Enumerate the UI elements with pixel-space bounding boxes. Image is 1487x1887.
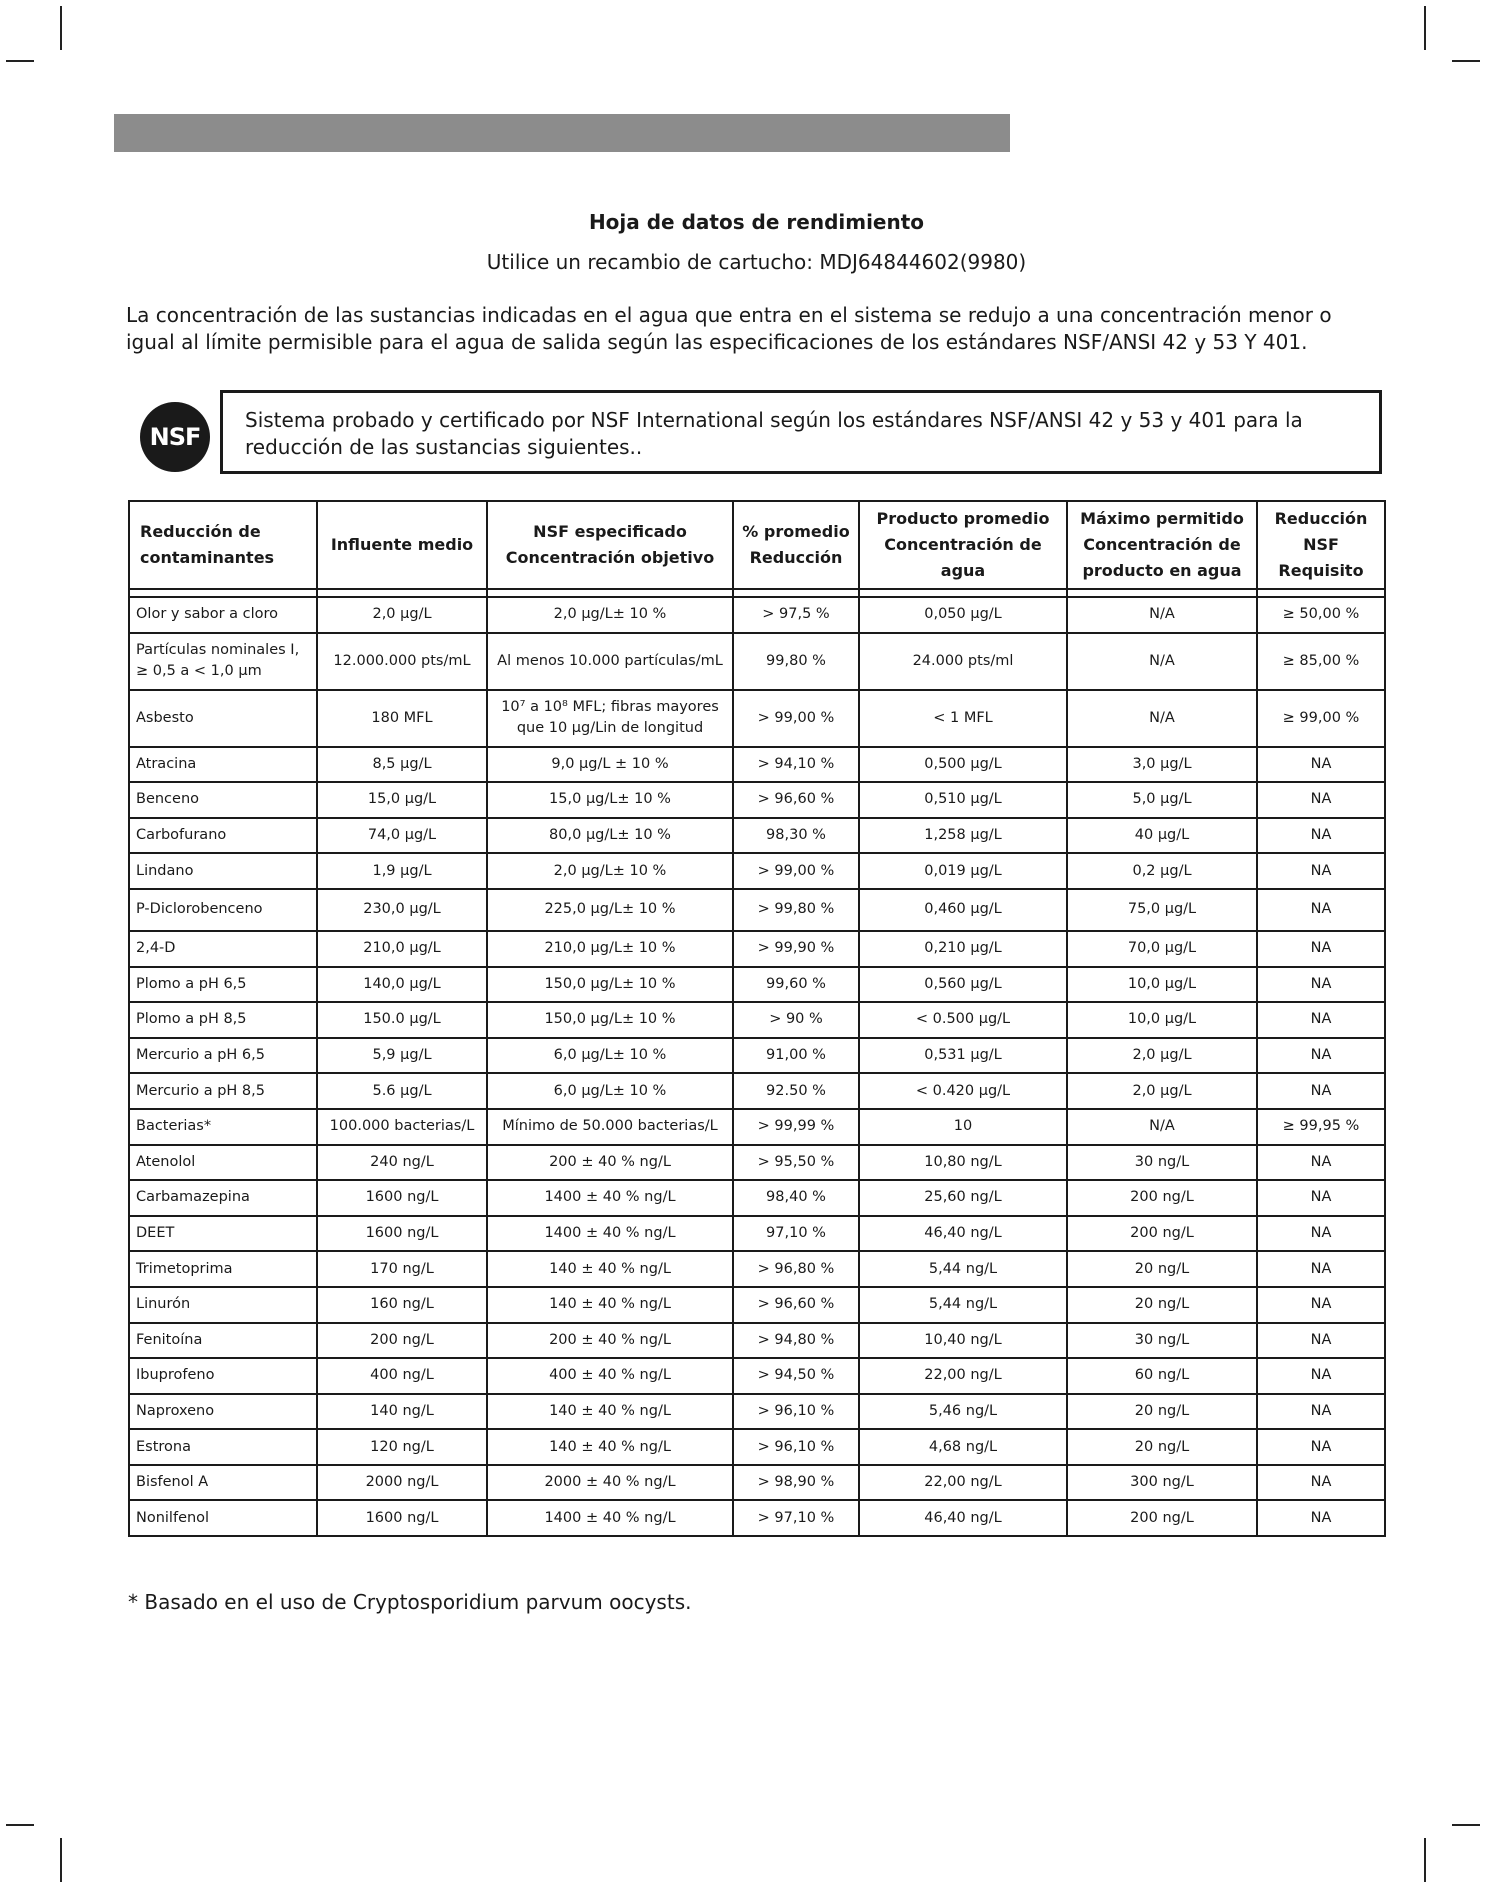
contaminant-cell: Ibuprofeno xyxy=(129,1358,317,1394)
influent-cell: 1600 ng/L xyxy=(317,1216,487,1252)
contaminant-cell: Estrona xyxy=(129,1429,317,1465)
reduction-cell: > 95,50 % xyxy=(733,1145,859,1181)
max-allowed-cell: 0,2 µg/L xyxy=(1067,853,1257,889)
target-concentration-cell: 150,0 µg/L± 10 % xyxy=(487,967,733,1003)
target-concentration-cell: Al menos 10.000 partículas/mL xyxy=(487,633,733,690)
reduction-cell: > 98,90 % xyxy=(733,1465,859,1501)
table-row xyxy=(129,1145,1385,1181)
product-concentration-cell: 24.000 pts/ml xyxy=(859,633,1067,690)
target-concentration-cell: 10⁷ a 10⁸ MFL; fibras mayores que 10 µg/Lin de longitud xyxy=(487,690,733,747)
influent-cell: 240 ng/L xyxy=(317,1145,487,1181)
reduction-cell: > 99,00 % xyxy=(733,853,859,889)
max-allowed-cell: 20 ng/L xyxy=(1067,1429,1257,1465)
contaminant-cell: Lindano xyxy=(129,853,317,889)
target-concentration-cell: 225,0 µg/L± 10 % xyxy=(487,889,733,931)
reduction-cell: 92.50 % xyxy=(733,1073,859,1109)
requirement-cell: NA xyxy=(1257,1358,1385,1394)
influent-cell: 12.000.000 pts/mL xyxy=(317,633,487,690)
product-concentration-cell: 46,40 ng/L xyxy=(859,1216,1067,1252)
column-header: Máximo permitido Concentración de producto en agua xyxy=(1067,501,1257,589)
product-concentration-cell: 10 xyxy=(859,1109,1067,1145)
column-header: NSF especificado Concentración objetivo xyxy=(487,501,733,589)
influent-cell: 5.6 µg/L xyxy=(317,1073,487,1109)
target-concentration-cell: 15,0 µg/L± 10 % xyxy=(487,782,733,818)
column-header: % promedio Reducción xyxy=(733,501,859,589)
contaminant-cell: Partículas nominales I, ≥ 0,5 a < 1,0 µm xyxy=(129,633,317,690)
page-subtitle: Utilice un recambio de cartucho: MDJ64844602(9980) xyxy=(486,250,1027,274)
product-concentration-cell: 10,40 ng/L xyxy=(859,1323,1067,1359)
target-concentration-cell: 140 ± 40 % ng/L xyxy=(487,1287,733,1323)
max-allowed-cell: 75,0 µg/L xyxy=(1067,889,1257,931)
max-allowed-cell: 10,0 µg/L xyxy=(1067,967,1257,1003)
contaminant-cell: Atenolol xyxy=(129,1145,317,1181)
table-row xyxy=(129,1287,1385,1323)
product-concentration-cell: 0,531 µg/L xyxy=(859,1038,1067,1074)
contaminant-cell: Linurón xyxy=(129,1287,317,1323)
target-concentration-cell: 6,0 µg/L± 10 % xyxy=(487,1038,733,1074)
column-header: Influente medio xyxy=(317,501,487,589)
reduction-cell: > 99,80 % xyxy=(733,889,859,931)
product-concentration-cell: < 1 MFL xyxy=(859,690,1067,747)
influent-cell: 8,5 µg/L xyxy=(317,747,487,783)
influent-cell: 230,0 µg/L xyxy=(317,889,487,931)
column-header: Producto promedio Concentración de agua xyxy=(859,501,1067,589)
requirement-cell: NA xyxy=(1257,1002,1385,1038)
table-row xyxy=(129,853,1385,889)
contaminant-cell: Bisfenol A xyxy=(129,1465,317,1501)
reduction-cell: 99,60 % xyxy=(733,967,859,1003)
target-concentration-cell: 80,0 µg/L± 10 % xyxy=(487,818,733,854)
contaminant-cell: Bacterias* xyxy=(129,1109,317,1145)
target-concentration-cell: 140 ± 40 % ng/L xyxy=(487,1394,733,1430)
table-row xyxy=(129,690,1385,747)
table-row xyxy=(129,1251,1385,1287)
product-concentration-cell: < 0.500 µg/L xyxy=(859,1002,1067,1038)
contaminant-cell: Atracina xyxy=(129,747,317,783)
contaminant-cell: Naproxeno xyxy=(129,1394,317,1430)
target-concentration-cell: 1400 ± 40 % ng/L xyxy=(487,1180,733,1216)
requirement-cell: NA xyxy=(1257,1145,1385,1181)
target-concentration-cell: 2,0 µg/L± 10 % xyxy=(487,597,733,633)
influent-cell: 15,0 µg/L xyxy=(317,782,487,818)
reduction-cell: > 96,60 % xyxy=(733,782,859,818)
requirement-cell: NA xyxy=(1257,818,1385,854)
reduction-cell: > 96,60 % xyxy=(733,1287,859,1323)
contaminant-cell: Plomo a pH 8,5 xyxy=(129,1002,317,1038)
target-concentration-cell: 140 ± 40 % ng/L xyxy=(487,1251,733,1287)
product-concentration-cell: 5,44 ng/L xyxy=(859,1287,1067,1323)
max-allowed-cell: 200 ng/L xyxy=(1067,1180,1257,1216)
product-concentration-cell: 4,68 ng/L xyxy=(859,1429,1067,1465)
contaminant-cell: Nonilfenol xyxy=(129,1500,317,1536)
product-concentration-cell: 22,00 ng/L xyxy=(859,1358,1067,1394)
requirement-cell: ≥ 99,95 % xyxy=(1257,1109,1385,1145)
requirement-cell: NA xyxy=(1257,853,1385,889)
target-concentration-cell: Mínimo de 50.000 bacterias/L xyxy=(487,1109,733,1145)
requirement-cell: NA xyxy=(1257,967,1385,1003)
reduction-cell: > 99,00 % xyxy=(733,690,859,747)
target-concentration-cell: 150,0 µg/L± 10 % xyxy=(487,1002,733,1038)
crop-mark xyxy=(6,1824,34,1826)
requirement-cell: NA xyxy=(1257,1500,1385,1536)
target-concentration-cell: 1400 ± 40 % ng/L xyxy=(487,1500,733,1536)
product-concentration-cell: 0,050 µg/L xyxy=(859,597,1067,633)
max-allowed-cell: N/A xyxy=(1067,690,1257,747)
product-concentration-cell: 0,560 µg/L xyxy=(859,967,1067,1003)
influent-cell: 140,0 µg/L xyxy=(317,967,487,1003)
reduction-cell: 98,30 % xyxy=(733,818,859,854)
product-concentration-cell: 0,460 µg/L xyxy=(859,889,1067,931)
column-header: Reducción de contaminantes xyxy=(129,501,317,589)
requirement-cell: NA xyxy=(1257,1287,1385,1323)
influent-cell: 2,0 µg/L xyxy=(317,597,487,633)
requirement-cell: NA xyxy=(1257,931,1385,967)
influent-cell: 5,9 µg/L xyxy=(317,1038,487,1074)
influent-cell: 1600 ng/L xyxy=(317,1180,487,1216)
influent-cell: 180 MFL xyxy=(317,690,487,747)
max-allowed-cell: 60 ng/L xyxy=(1067,1358,1257,1394)
table-separator xyxy=(129,589,1385,597)
influent-cell: 74,0 µg/L xyxy=(317,818,487,854)
requirement-cell: NA xyxy=(1257,1394,1385,1430)
max-allowed-cell: 30 ng/L xyxy=(1067,1145,1257,1181)
column-header: Reducción NSF Requisito xyxy=(1257,501,1385,589)
requirement-cell: NA xyxy=(1257,1073,1385,1109)
table-row xyxy=(129,597,1385,633)
requirement-cell: NA xyxy=(1257,1323,1385,1359)
reduction-cell: > 97,10 % xyxy=(733,1500,859,1536)
requirement-cell: NA xyxy=(1257,1216,1385,1252)
contaminant-cell: 2,4-D xyxy=(129,931,317,967)
contaminant-cell: Asbesto xyxy=(129,690,317,747)
requirement-cell: NA xyxy=(1257,889,1385,931)
crop-mark xyxy=(60,6,62,50)
product-concentration-cell: 0,500 µg/L xyxy=(859,747,1067,783)
requirement-cell: ≥ 99,00 % xyxy=(1257,690,1385,747)
requirement-cell: NA xyxy=(1257,1429,1385,1465)
target-concentration-cell: 200 ± 40 % ng/L xyxy=(487,1323,733,1359)
product-concentration-cell: 25,60 ng/L xyxy=(859,1180,1067,1216)
influent-cell: 210,0 µg/L xyxy=(317,931,487,967)
requirement-cell: NA xyxy=(1257,1465,1385,1501)
reduction-cell: > 94,10 % xyxy=(733,747,859,783)
contaminant-cell: Plomo a pH 6,5 xyxy=(129,967,317,1003)
max-allowed-cell: 20 ng/L xyxy=(1067,1251,1257,1287)
influent-cell: 200 ng/L xyxy=(317,1323,487,1359)
requirement-cell: NA xyxy=(1257,1180,1385,1216)
target-concentration-cell: 2,0 µg/L± 10 % xyxy=(487,853,733,889)
contaminant-cell: Olor y sabor a cloro xyxy=(129,597,317,633)
contaminant-cell: Mercurio a pH 6,5 xyxy=(129,1038,317,1074)
table-body xyxy=(129,589,1385,1536)
product-concentration-cell: 0,510 µg/L xyxy=(859,782,1067,818)
product-concentration-cell: 0,210 µg/L xyxy=(859,931,1067,967)
table-row xyxy=(129,1394,1385,1430)
requirement-cell: ≥ 85,00 % xyxy=(1257,633,1385,690)
target-concentration-cell: 2000 ± 40 % ng/L xyxy=(487,1465,733,1501)
requirement-cell: NA xyxy=(1257,782,1385,818)
nsf-logo-icon: NSF xyxy=(140,402,210,472)
table-row xyxy=(129,747,1385,783)
influent-cell: 400 ng/L xyxy=(317,1358,487,1394)
reduction-cell: 91,00 % xyxy=(733,1038,859,1074)
table-row xyxy=(129,1358,1385,1394)
crop-mark xyxy=(1424,1838,1426,1882)
reduction-cell: > 99,99 % xyxy=(733,1109,859,1145)
crop-mark xyxy=(1452,1824,1480,1826)
product-concentration-cell: 5,46 ng/L xyxy=(859,1394,1067,1430)
contaminant-cell: Fenitoína xyxy=(129,1323,317,1359)
max-allowed-cell: 200 ng/L xyxy=(1067,1500,1257,1536)
table-row xyxy=(129,633,1385,690)
table-row xyxy=(129,1429,1385,1465)
max-allowed-cell: 40 µg/L xyxy=(1067,818,1257,854)
reduction-cell: > 99,90 % xyxy=(733,931,859,967)
table-row xyxy=(129,818,1385,854)
target-concentration-cell: 210,0 µg/L± 10 % xyxy=(487,931,733,967)
max-allowed-cell: 2,0 µg/L xyxy=(1067,1073,1257,1109)
table-row xyxy=(129,1002,1385,1038)
target-concentration-cell: 9,0 µg/L ± 10 % xyxy=(487,747,733,783)
requirement-cell: NA xyxy=(1257,747,1385,783)
crop-mark xyxy=(1452,60,1480,62)
influent-cell: 2000 ng/L xyxy=(317,1465,487,1501)
max-allowed-cell: N/A xyxy=(1067,1109,1257,1145)
crop-mark xyxy=(1424,6,1426,50)
page-title: Hoja de datos de rendimiento xyxy=(588,210,925,234)
target-concentration-cell: 200 ± 40 % ng/L xyxy=(487,1145,733,1181)
table-row xyxy=(129,967,1385,1003)
contaminant-cell: Mercurio a pH 8,5 xyxy=(129,1073,317,1109)
max-allowed-cell: 10,0 µg/L xyxy=(1067,1002,1257,1038)
requirement-cell: ≥ 50,00 % xyxy=(1257,597,1385,633)
table-row xyxy=(129,1038,1385,1074)
table-row xyxy=(129,1216,1385,1252)
max-allowed-cell: 200 ng/L xyxy=(1067,1216,1257,1252)
requirement-cell: NA xyxy=(1257,1251,1385,1287)
table-row xyxy=(129,931,1385,967)
influent-cell: 1,9 µg/L xyxy=(317,853,487,889)
reduction-cell: > 96,10 % xyxy=(733,1394,859,1430)
influent-cell: 120 ng/L xyxy=(317,1429,487,1465)
product-concentration-cell: 46,40 ng/L xyxy=(859,1500,1067,1536)
product-concentration-cell: 1,258 µg/L xyxy=(859,818,1067,854)
max-allowed-cell: 5,0 µg/L xyxy=(1067,782,1257,818)
table-row xyxy=(129,782,1385,818)
target-concentration-cell: 6,0 µg/L± 10 % xyxy=(487,1073,733,1109)
table-row xyxy=(129,1465,1385,1501)
nsf-certification-box: Sistema probado y certificado por NSF International según los estándares NSF/ANSI 42 y 53 y 401 para la reducción de las sustancias siguientes.. xyxy=(220,390,1382,474)
table-row xyxy=(129,1323,1385,1359)
reduction-cell: > 97,5 % xyxy=(733,597,859,633)
reduction-cell: > 96,10 % xyxy=(733,1429,859,1465)
max-allowed-cell: N/A xyxy=(1067,597,1257,633)
product-concentration-cell: 10,80 ng/L xyxy=(859,1145,1067,1181)
reduction-cell: > 94,80 % xyxy=(733,1323,859,1359)
influent-cell: 170 ng/L xyxy=(317,1251,487,1287)
reduction-cell: 97,10 % xyxy=(733,1216,859,1252)
intro-paragraph: La concentración de las sustancias indicadas en el agua que entra en el sistema se redujo a una concentración menor o igual al límite permisible para el agua de salida según las especificaciones de los estándares NSF/ANSI 42 y 53 Y 401. xyxy=(126,303,1332,354)
reduction-cell: > 90 % xyxy=(733,1002,859,1038)
max-allowed-cell: N/A xyxy=(1067,633,1257,690)
contaminant-cell: Carbamazepina xyxy=(129,1180,317,1216)
max-allowed-cell: 2,0 µg/L xyxy=(1067,1038,1257,1074)
contaminant-cell: Benceno xyxy=(129,782,317,818)
footnote: * Basado en el uso de Cryptosporidium parvum oocysts. xyxy=(128,1590,692,1614)
contaminant-cell: Carbofurano xyxy=(129,818,317,854)
product-concentration-cell: 0,019 µg/L xyxy=(859,853,1067,889)
contaminant-cell: P-Diclorobenceno xyxy=(129,889,317,931)
target-concentration-cell: 400 ± 40 % ng/L xyxy=(487,1358,733,1394)
table-row xyxy=(129,1180,1385,1216)
influent-cell: 100.000 bacterias/L xyxy=(317,1109,487,1145)
crop-mark xyxy=(60,1838,62,1882)
requirement-cell: NA xyxy=(1257,1038,1385,1074)
influent-cell: 150.0 µg/L xyxy=(317,1002,487,1038)
header-bar xyxy=(114,114,1010,152)
influent-cell: 160 ng/L xyxy=(317,1287,487,1323)
target-concentration-cell: 1400 ± 40 % ng/L xyxy=(487,1216,733,1252)
max-allowed-cell: 20 ng/L xyxy=(1067,1394,1257,1430)
influent-cell: 1600 ng/L xyxy=(317,1500,487,1536)
contaminant-cell: Trimetoprima xyxy=(129,1251,317,1287)
max-allowed-cell: 20 ng/L xyxy=(1067,1287,1257,1323)
product-concentration-cell: < 0.420 µg/L xyxy=(859,1073,1067,1109)
table-header-row xyxy=(129,501,1385,589)
reduction-cell: > 94,50 % xyxy=(733,1358,859,1394)
influent-cell: 140 ng/L xyxy=(317,1394,487,1430)
performance-table xyxy=(128,500,1386,1537)
max-allowed-cell: 70,0 µg/L xyxy=(1067,931,1257,967)
table-row xyxy=(129,1073,1385,1109)
reduction-cell: 98,40 % xyxy=(733,1180,859,1216)
target-concentration-cell: 140 ± 40 % ng/L xyxy=(487,1429,733,1465)
max-allowed-cell: 30 ng/L xyxy=(1067,1323,1257,1359)
max-allowed-cell: 3,0 µg/L xyxy=(1067,747,1257,783)
crop-mark xyxy=(6,60,34,62)
table-row xyxy=(129,1109,1385,1145)
table-row xyxy=(129,1500,1385,1536)
reduction-cell: 99,80 % xyxy=(733,633,859,690)
product-concentration-cell: 5,44 ng/L xyxy=(859,1251,1067,1287)
table-row xyxy=(129,889,1385,931)
product-concentration-cell: 22,00 ng/L xyxy=(859,1465,1067,1501)
contaminant-cell: DEET xyxy=(129,1216,317,1252)
reduction-cell: > 96,80 % xyxy=(733,1251,859,1287)
max-allowed-cell: 300 ng/L xyxy=(1067,1465,1257,1501)
